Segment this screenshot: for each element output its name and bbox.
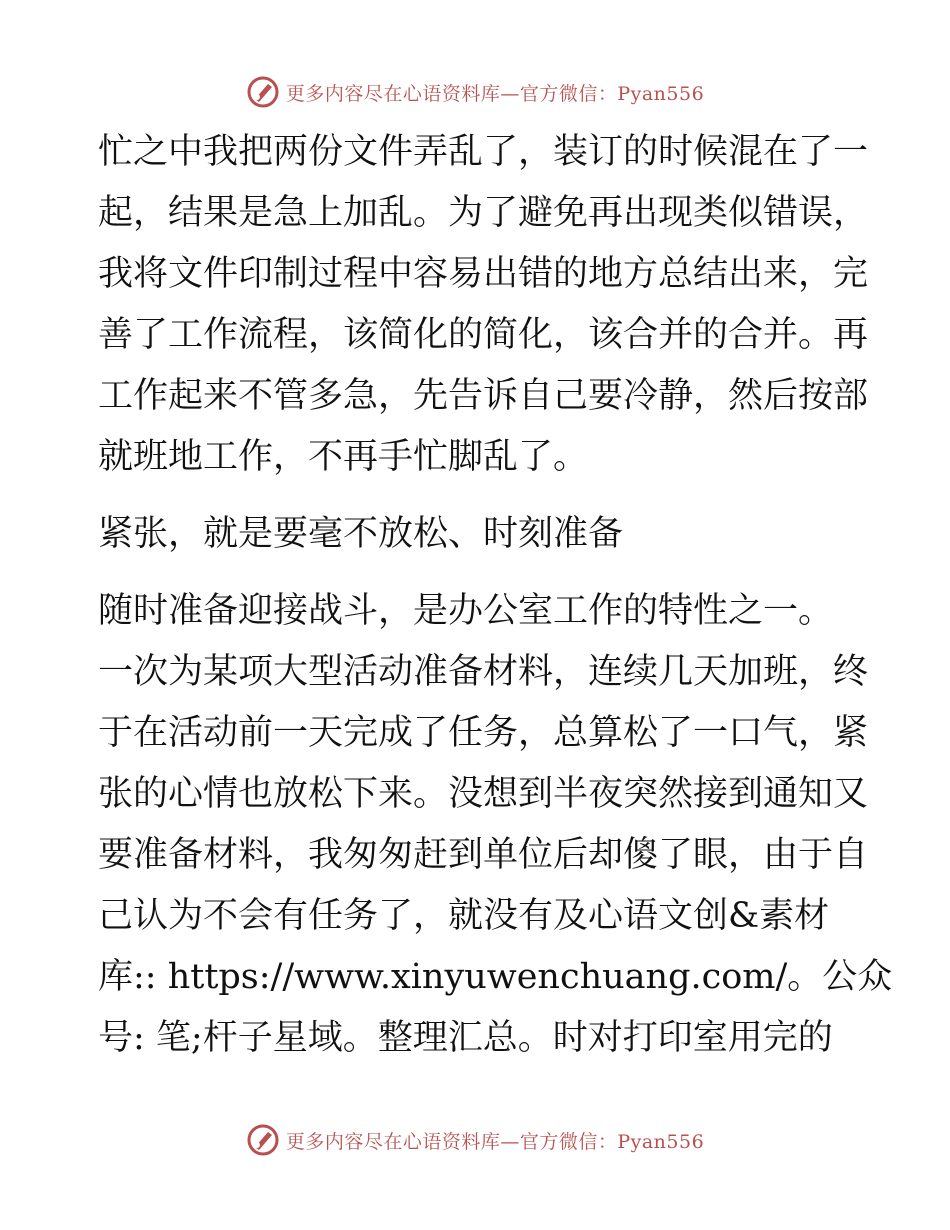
paragraph-2 [98, 581, 893, 1069]
text-line: 工作起来不管多急，先告诉自己要冷静，然后按部 [98, 376, 869, 416]
footer-banner-text: 更多内容尽在心语资料库—官方微信：Pyan556 [285, 1130, 705, 1153]
text-line: 于在活动前一天完成了任务，总算松了一口气，紧 [98, 713, 869, 753]
document-body [98, 122, 893, 1069]
text-line: 我将文件印制过程中容易出错的地方总结出来，完 [98, 254, 869, 294]
paragraph-1 [98, 122, 869, 488]
text-line: 善了工作流程，该简化的简化，该合并的合并。再 [98, 315, 869, 355]
text-line: 号: 笔;杆子星域。整理汇总。时对打印室用完的 [98, 1018, 833, 1058]
text-line: 己认为不会有任务了，就没有及心语文创&素材 [98, 896, 830, 936]
text-line: 要准备材料，我匆匆赶到单位后却傻了眼，由于自 [98, 835, 869, 875]
footer-banner [0, 1120, 950, 1160]
section-heading: 紧张，就是要毫不放松、时刻准备 [98, 514, 624, 554]
brand-logo-icon [246, 75, 280, 109]
brand-logo-icon [246, 1123, 280, 1157]
header-banner [0, 72, 950, 112]
text-line: 一次为某项大型活动准备材料，连续几天加班，终 [98, 652, 869, 692]
text-line: 起，结果是急上加乱。为了避免再出现类似错误， [98, 193, 869, 233]
text-line: 随时准备迎接战斗，是办公室工作的特性之一。 [98, 591, 834, 631]
text-line-url: 库:: https://www.xinyuwenchuang.com/。公众 [98, 957, 893, 997]
text-line: 就班地工作，不再手忙脚乱了。 [98, 437, 589, 477]
text-line: 忙之中我把两份文件弄乱了，装订的时候混在了一 [98, 132, 869, 172]
header-banner-text: 更多内容尽在心语资料库—官方微信：Pyan556 [285, 82, 705, 105]
text-line: 张的心情也放松下来。没想到半夜突然接到通知又 [98, 774, 869, 814]
